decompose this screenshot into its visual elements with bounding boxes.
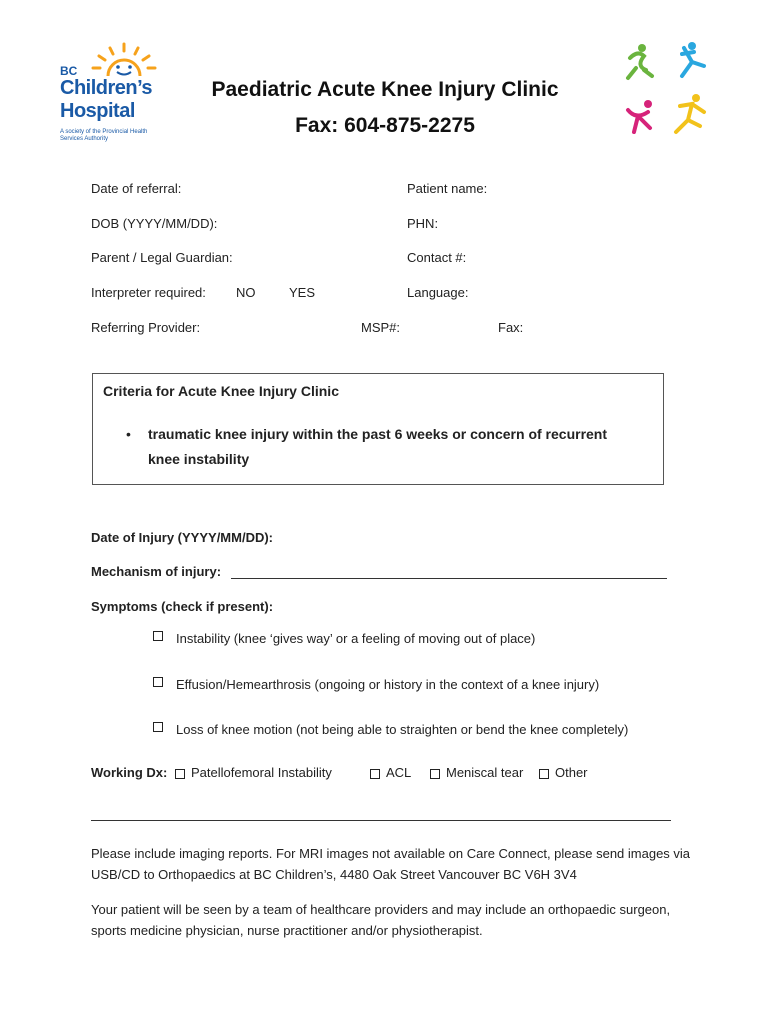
dx-other-label: Other [555,765,588,780]
header-fax: Fax: 604-875-2275 [295,114,475,137]
date-of-referral-label: Date of referral: [91,181,182,196]
referring-provider-label: Referring Provider: [91,320,201,335]
fax-label: Fax: [498,320,524,335]
logo-bc-text: BC [60,64,78,78]
guardian-label: Parent / Legal Guardian: [91,250,233,265]
symptom-effusion-label: Effusion/Hemearthrosis (ongoing or history in the context of a knee injury) [176,677,600,692]
mechanism-input-line[interactable] [231,578,667,579]
logo-tagline: A society of the Provincial Health Services Authority [60,129,148,142]
msp-label: MSP#: [361,320,401,335]
dx-acl-label: ACL [386,765,412,780]
dx-other-option[interactable] [539,765,588,780]
criteria-item: traumatic knee injury within the past 6 weeks or concern of recurrent knee instability [148,426,608,467]
criteria-box [92,373,664,485]
interpreter-label: Interpreter required: [91,285,206,300]
criteria-title: Criteria for Acute Knee Injury Clinic [103,383,339,399]
dx-patellofemoral-label: Patellofemoral Instability [191,765,332,780]
interpreter-yes-option[interactable]: YES [289,285,316,300]
date-of-injury-label: Date of Injury (YYYY/MM/DD): [91,530,274,545]
patient-name-label: Patient name: [407,181,488,196]
symptom-motion-label: Loss of knee motion (not being able to straighten or bend the knee completely) [176,722,629,737]
symptom-motion-checkbox[interactable] [153,718,169,736]
language-label: Language: [407,285,469,300]
bullet-icon: • [126,426,131,442]
interpreter-no-option[interactable]: NO [236,285,256,300]
contact-label: Contact #: [407,250,467,265]
mechanism-label: Mechanism of injury: [91,564,222,579]
phn-label: PHN: [407,216,439,231]
working-dx-label: Working Dx: [91,765,168,780]
dx-patellofemoral-option[interactable] [175,765,332,780]
page-title: Paediatric Acute Knee Injury Clinic [211,78,559,101]
sun-icon [88,42,160,82]
dob-label: DOB (YYYY/MM/DD): [91,216,218,231]
team-note: Your patient will be seen by a team of healthcare providers and may include an orthopaedic surgeon, sports medicine physician, nurse practitioner and/or physiotherapist. [91,902,671,938]
logo-hospital-text: Hospital [60,100,135,122]
symptom-instability-label: Instability (knee ‘gives way’ or a feeling of moving out of place) [176,631,536,646]
symptoms-label: Symptoms (check if present): [91,599,274,614]
imaging-note: Please include imaging reports. For MRI images not available on Care Connect, please send images via USB/CD to Orthopaedics at BC Children’s, 4480 Oak Street Vancouver BC V6H 3V4 [91,846,691,882]
symptom-effusion-checkbox[interactable] [153,673,169,691]
separator-line [91,820,671,821]
dx-acl-option[interactable] [370,765,411,780]
dx-meniscal-label: Meniscal tear [446,765,524,780]
logo-childrens-text: Children’s [60,77,153,99]
symptom-instability-checkbox[interactable] [153,627,169,645]
dx-meniscal-option[interactable] [430,765,523,780]
